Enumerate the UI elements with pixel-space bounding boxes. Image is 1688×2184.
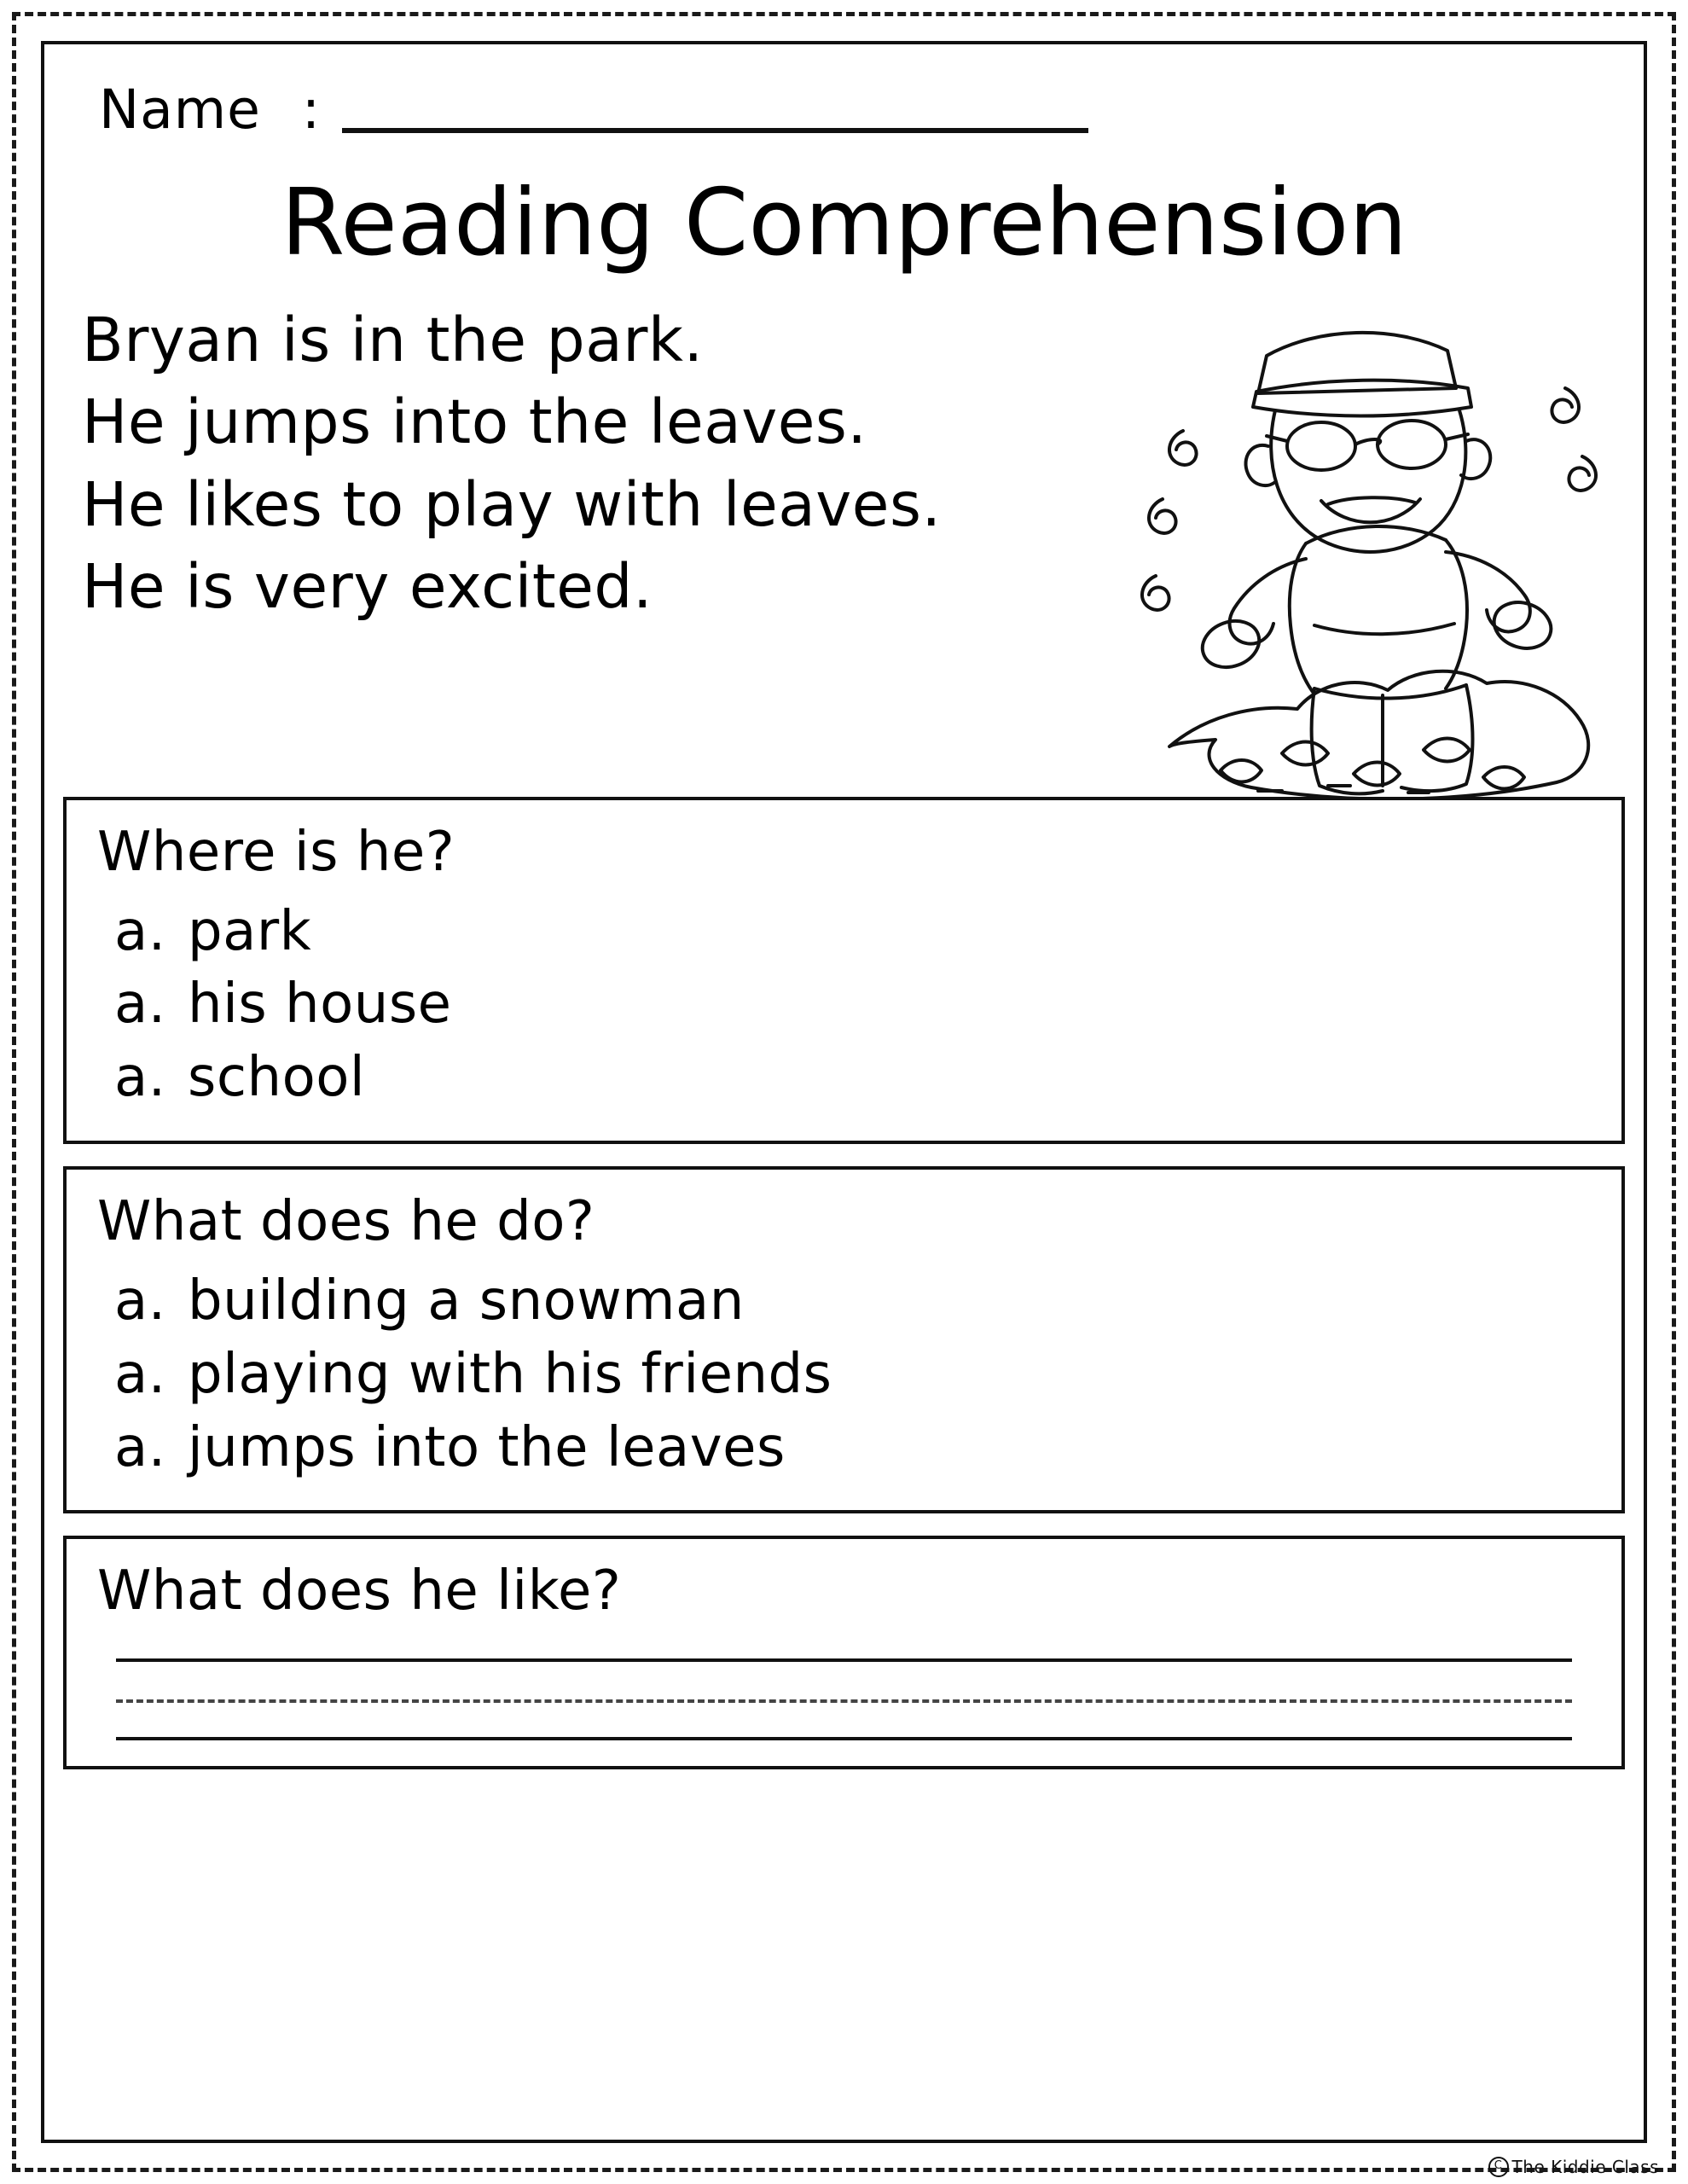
choice-option[interactable] (97, 968, 1591, 1042)
choice-marker: a. (114, 973, 166, 1037)
choice-marker: a. (114, 899, 166, 963)
choice-marker: a. (114, 1269, 166, 1333)
choice-option[interactable] (97, 1339, 1591, 1412)
page-title: Reading Comprehension (281, 170, 1407, 276)
boy-jumping-in-leaves-icon (1139, 303, 1616, 798)
choice-label: playing with his friends (188, 1342, 832, 1406)
story-text (82, 299, 1259, 629)
name-label: Name (99, 78, 261, 141)
story-area (63, 299, 1625, 790)
story-line: He likes to play with leaves. (82, 468, 942, 540)
choice-label: his house (188, 973, 452, 1037)
name-field-row (63, 53, 1625, 147)
choice-option[interactable] (97, 1265, 1591, 1339)
question-prompt: What does he do? (97, 1189, 595, 1253)
worksheet-content (63, 53, 1625, 2131)
story-line: He jumps into the leaves. (82, 386, 867, 458)
name-separator: : (301, 78, 321, 141)
choice-label: school (188, 1046, 366, 1110)
question-prompt: Where is he? (97, 820, 455, 884)
choice-marker: a. (114, 1415, 166, 1479)
choice-option[interactable] (97, 1412, 1591, 1485)
story-line: Bryan is in the park. (82, 304, 704, 375)
choice-option[interactable] (97, 1042, 1591, 1115)
question-box-2 (63, 1166, 1625, 1513)
choice-label: jumps into the leaves (188, 1415, 786, 1479)
choice-label: building a snowman (188, 1269, 745, 1333)
credit-text: The Kiddie Class (1511, 2157, 1659, 2177)
answer-line-1[interactable] (116, 1658, 1572, 1662)
question-prompt: What does he like? (97, 1560, 622, 1623)
copyright-icon: C (1488, 2157, 1509, 2177)
question-box-1 (63, 797, 1625, 1144)
answer-line-2-dashed-guide (116, 1699, 1572, 1703)
question-box-3 (63, 1536, 1625, 1769)
story-line: He is very excited. (82, 551, 653, 623)
answer-line-3[interactable] (116, 1737, 1572, 1740)
choice-option[interactable] (97, 896, 1591, 969)
choice-label: park (188, 899, 312, 963)
copyright-credit (1488, 2157, 1659, 2177)
choice-marker: a. (114, 1342, 166, 1406)
answer-writing-area[interactable] (97, 1658, 1591, 1740)
name-input-line[interactable] (342, 128, 1088, 133)
choice-marker: a. (114, 1046, 166, 1110)
